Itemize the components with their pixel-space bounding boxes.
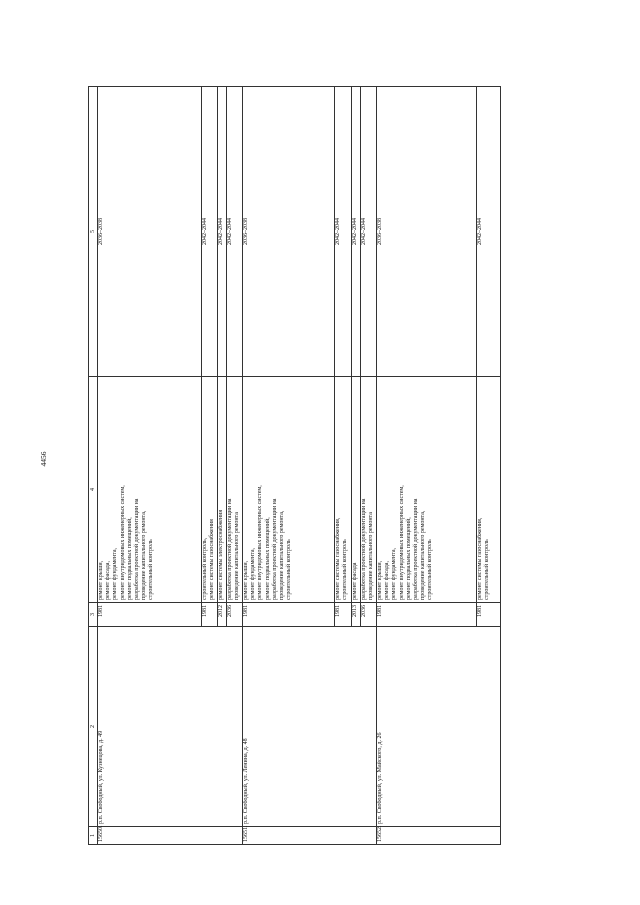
work-list xyxy=(352,377,361,603)
work-item: ремонт системы газоснабжения, xyxy=(477,517,483,600)
work-list xyxy=(218,377,227,603)
build-year: 2012 xyxy=(218,603,227,627)
work-list xyxy=(202,377,218,603)
work-item: проведение капитального ремонта, xyxy=(141,510,148,600)
capital-repair-table xyxy=(88,86,501,845)
work-item: проведение капитального ремонта, xyxy=(279,510,286,600)
work-item: ремонт внутридомовых инженерных систем, xyxy=(398,485,405,600)
work-list xyxy=(361,377,377,603)
build-year: 1981 xyxy=(98,603,202,627)
work-item: ремонт крыши, xyxy=(377,560,383,600)
work-item: строительный контроль xyxy=(148,539,155,600)
work-item: строительный контроль xyxy=(484,539,491,600)
work-list xyxy=(335,377,352,603)
build-year: 1981 xyxy=(377,603,477,627)
work-item: ремонт системы электроснабжения xyxy=(218,509,224,600)
work-list xyxy=(227,377,243,603)
header-col-3: 3 xyxy=(89,603,98,627)
repair-period: 2042–2044 xyxy=(361,87,377,377)
rotated-table-container xyxy=(88,87,532,845)
work-item: ремонт фундамента, xyxy=(112,548,119,600)
record-number: 15651. xyxy=(243,827,377,845)
work-item: ремонт фундамента, xyxy=(391,548,398,600)
repair-period: 2036–2038 xyxy=(98,87,202,377)
repair-period: 2036–2038 xyxy=(243,87,335,377)
build-year: 1981 xyxy=(243,603,335,627)
work-list xyxy=(98,377,202,603)
table-row xyxy=(243,87,335,845)
work-item: ремонт системы газоснабжения xyxy=(209,519,216,600)
work-list xyxy=(377,377,477,603)
work-item: проведение капитального ремонта xyxy=(234,512,241,600)
repair-period: 2042–2044 xyxy=(227,87,243,377)
record-address: р.п. Свободный, ул. Майского, д. 26 xyxy=(377,627,501,827)
repair-period: 2042–2044 xyxy=(335,87,352,377)
work-item: разработка проектной документации на xyxy=(361,498,367,600)
repair-period: 2042–2044 xyxy=(202,87,218,377)
work-item: разработка проектной документации на xyxy=(271,498,278,600)
repair-period: 2042–2044 xyxy=(218,87,227,377)
build-year: 2036 xyxy=(227,603,243,627)
work-item: строительный контроль xyxy=(342,539,349,600)
work-item: ремонт крыши, xyxy=(243,560,249,600)
header-col-1: 1 xyxy=(89,827,98,845)
repair-period: 2036–2038 xyxy=(377,87,477,377)
work-list xyxy=(243,377,335,603)
work-list xyxy=(477,377,501,603)
work-item: проведение капитального ремонта xyxy=(368,512,375,600)
work-item: ремонт внутридомовых инженерных систем, xyxy=(257,485,264,600)
work-item: ремонт системы газоснабжения, xyxy=(335,517,341,600)
record-address: р.п. Свободный, ул. Кузнецова, д. 49 xyxy=(98,627,243,827)
build-year: 1981 xyxy=(202,603,218,627)
work-item: ремонт фасада, xyxy=(105,561,112,600)
build-year: 2036 xyxy=(361,603,377,627)
work-item: ремонт фасада xyxy=(352,562,358,600)
work-item: ремонт крыши, xyxy=(98,560,104,600)
header-row xyxy=(89,87,98,845)
page-number: 4456 xyxy=(39,451,48,467)
work-item: строительный контроль, xyxy=(202,537,208,600)
work-item: разработка проектной документации на xyxy=(413,498,420,600)
work-item: строительный контроль xyxy=(427,539,434,600)
header-col-4: 4 xyxy=(89,377,98,603)
record-number: 15652. xyxy=(377,827,501,845)
work-item: ремонт фасада, xyxy=(384,561,391,600)
build-year: 1981 xyxy=(335,603,352,627)
work-item: строительный контроль xyxy=(286,539,293,600)
table-row xyxy=(377,87,477,845)
record-address: р.п. Свободный, ул. Ленина, д. 48 xyxy=(243,627,377,827)
work-item: ремонт подвальных помещений, xyxy=(126,517,133,600)
build-year: 2013 xyxy=(352,603,361,627)
table-body xyxy=(98,87,501,845)
record-number: 15650. xyxy=(98,827,243,845)
table-row xyxy=(98,87,202,845)
header-col-5: 5 xyxy=(89,87,98,377)
work-item: ремонт подвальных помещений, xyxy=(405,517,412,600)
work-item: проведение капитального ремонта, xyxy=(420,510,427,600)
build-year: 1981 xyxy=(477,603,501,627)
repair-period: 2042–2044 xyxy=(352,87,361,377)
work-item: разработка проектной документации на xyxy=(134,498,141,600)
work-item: ремонт подвальных помещений, xyxy=(264,517,271,600)
repair-period: 2042–2044 xyxy=(477,87,501,377)
work-item: разработка проектной документации на xyxy=(227,498,233,600)
header-col-2: 2 xyxy=(89,627,98,827)
work-item: ремонт фундамента, xyxy=(250,548,257,600)
work-item: ремонт внутридомовых инженерных систем, xyxy=(119,485,126,600)
